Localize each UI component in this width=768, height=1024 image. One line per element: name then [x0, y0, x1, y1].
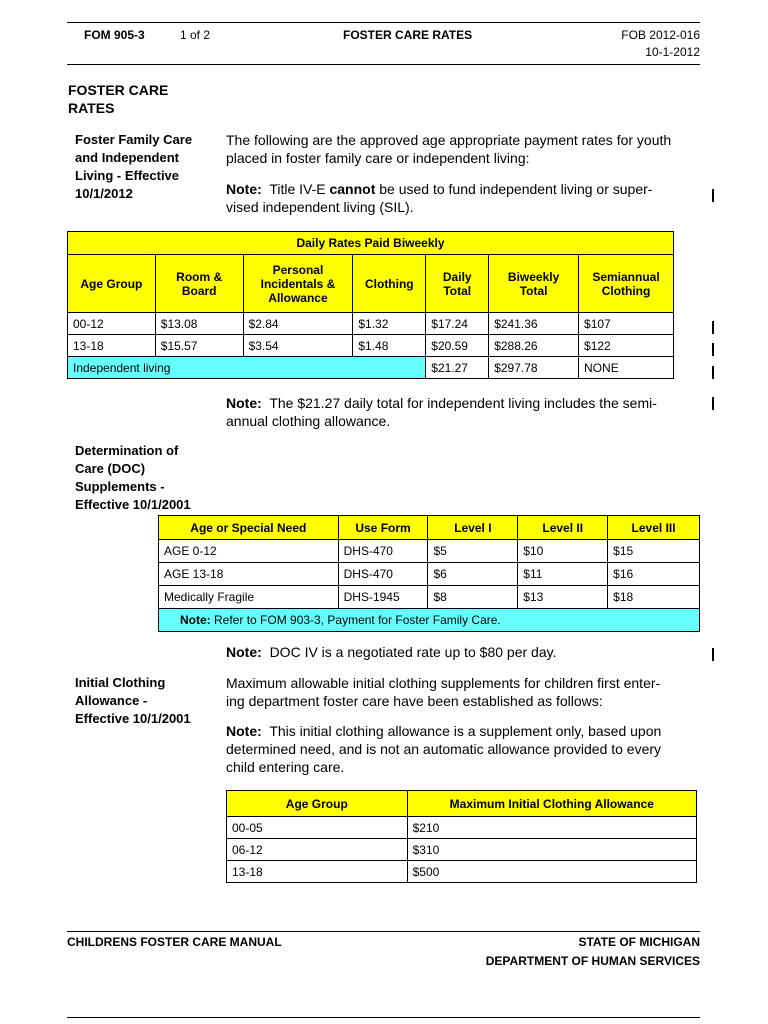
clothing-intro: Maximum allowable initial clothing supplements for children first enter- ing department foster care have been established as follows: — [226, 675, 661, 709]
col-room-board: Room & Board — [155, 255, 243, 313]
col-biweekly-total: Biweekly Total — [489, 255, 579, 313]
header-date: 10-1-2012 — [645, 45, 700, 59]
col-clothing: Clothing — [353, 255, 426, 313]
doc-supplements-table: Age or Special Need Use Form Level I Level II Level III AGE 0-12 DHS-470 $5 $10 $15 AGE 13-18 DHS-470 $6 $11 $16 Medically Fragile DHS-1945 $8 $13 $18 Note: Refer to FOM 903-3, Payment for Foster Family Care. — [158, 515, 700, 632]
section-title: FOSTER CARE RATES — [68, 82, 169, 116]
table-row: Medically Fragile DHS-1945 $8 $13 $18 — [159, 586, 700, 609]
header-bottom-rule — [67, 64, 700, 65]
col-age-group: Age Group — [68, 255, 156, 313]
page-header-title: FOSTER CARE RATES — [343, 28, 473, 42]
title-ive-note: Note: Title IV-E cannot be used to fund independent living or super- vised independent living (SIL). — [226, 181, 653, 215]
table-row: AGE 0-12 DHS-470 $5 $10 $15 — [159, 540, 700, 563]
change-bar — [712, 648, 714, 661]
daily-rates-caption: Daily Rates Paid Biweekly — [68, 232, 674, 255]
header-top-rule — [67, 22, 700, 23]
table-row: 00-05 $210 — [227, 817, 697, 839]
table-row: 00-12 $13.08 $2.84 $1.32 $17.24 $241.36 $107 — [68, 313, 674, 335]
change-bar — [712, 321, 714, 334]
independent-living-note: Note: The $21.27 daily total for independent living includes the semi- annual clothing allowance. — [226, 395, 657, 429]
clothing-side-label: Initial Clothing Allowance - Effective 10/1/2001 — [75, 675, 191, 726]
col-personal-incidentals: Personal Incidentals & Allowance — [243, 255, 353, 313]
table-row: 13-18 $500 — [227, 861, 697, 883]
fob-number: FOB 2012-016 — [621, 28, 700, 42]
doc-iv-note: Note: DOC IV is a negotiated rate up to $80 per day. — [226, 644, 557, 660]
change-bar — [712, 397, 714, 410]
footer-state: STATE OF MICHIGAN — [578, 935, 700, 949]
clothing-note: Note: This initial clothing allowance is a supplement only, based upon determined need, and is not an automatic allowance provided to every child entering care. — [226, 723, 662, 775]
table-row: 13-18 $15.57 $3.54 $1.48 $20.59 $288.26 $122 — [68, 335, 674, 357]
initial-clothing-table: Age Group Maximum Initial Clothing Allowance 00-05 $210 06-12 $310 13-18 $500 — [226, 790, 697, 883]
table-row: AGE 13-18 DHS-470 $6 $11 $16 — [159, 563, 700, 586]
daily-rates-table — [67, 231, 674, 379]
col-daily-total: Daily Total — [426, 255, 489, 313]
footer-manual-name: CHILDRENS FOSTER CARE MANUAL — [67, 935, 282, 949]
footer-department: DEPARTMENT OF HUMAN SERVICES — [485, 954, 700, 968]
change-bar — [712, 366, 714, 379]
footer-rule — [67, 931, 700, 932]
page-bottom-rule — [67, 1017, 700, 1018]
form-id: FOM 905-3 — [84, 28, 145, 42]
page-number: 1 of 2 — [180, 28, 211, 42]
table-row: 06-12 $310 — [227, 839, 697, 861]
foster-family-side-label: Foster Family Care and Independent Living - Effective 10/1/2012 — [75, 132, 193, 201]
doc-side-label: Determination of Care (DOC) Supplements - Effective 10/1/2001 — [75, 443, 191, 512]
doc-note-row: Note: Refer to FOM 903-3, Payment for Foster Family Care. — [159, 609, 700, 632]
col-semiannual-clothing: Semiannual Clothing — [579, 255, 674, 313]
change-bar — [712, 343, 714, 356]
independent-living-row: Independent living $21.27 $297.78 NONE — [68, 357, 674, 379]
change-bar — [712, 189, 714, 202]
foster-family-intro: The following are the approved age appropriate payment rates for youth placed in foster family care or independent living: — [226, 132, 672, 166]
